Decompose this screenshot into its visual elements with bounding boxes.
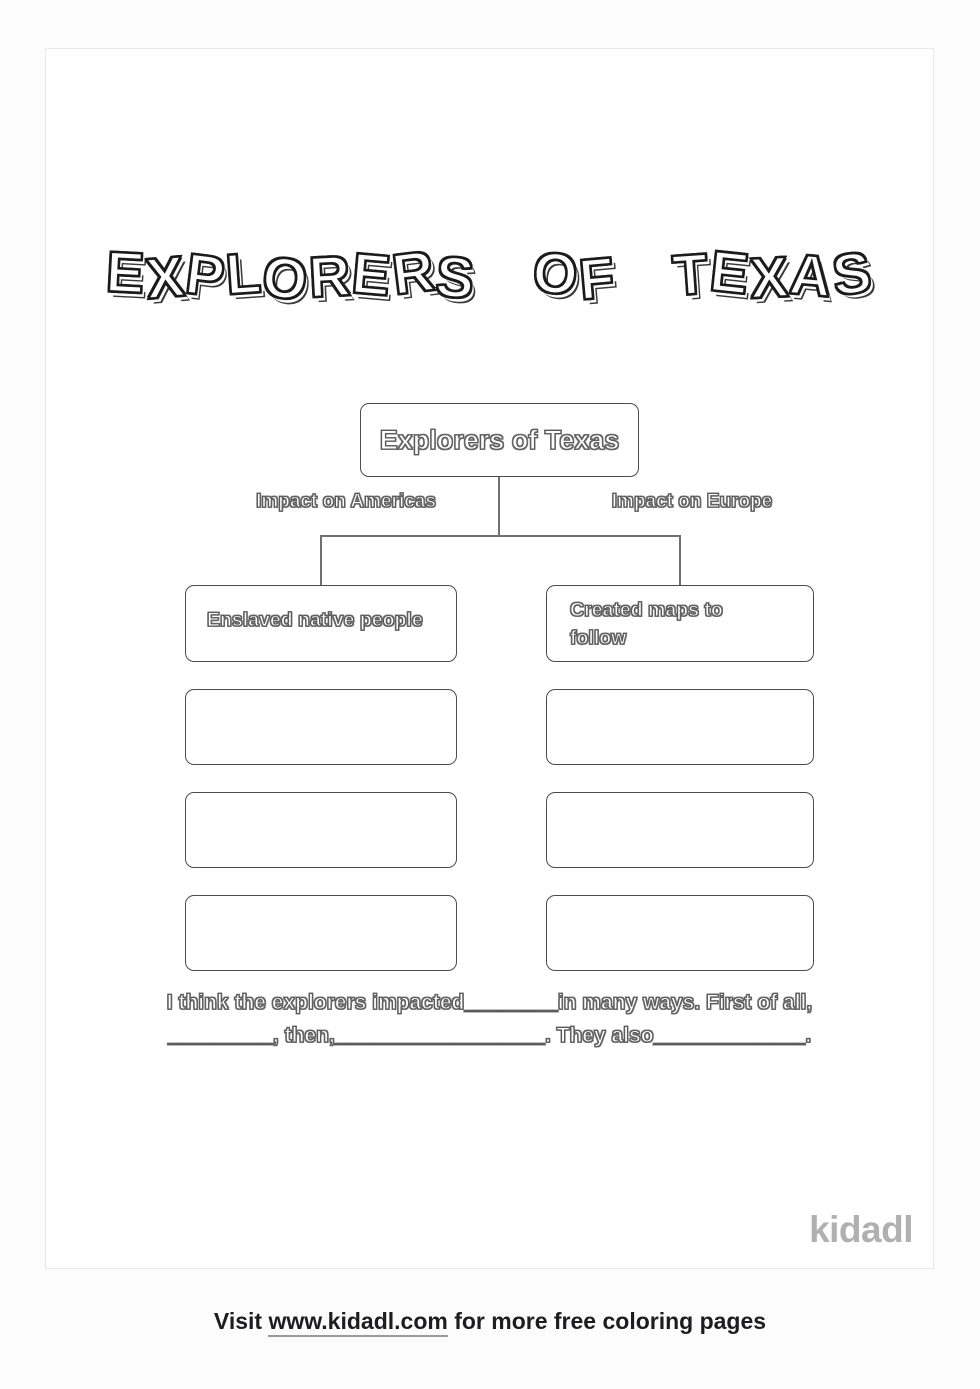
europe-box-4-empty xyxy=(546,895,814,971)
connector-line-left xyxy=(320,535,322,586)
root-box xyxy=(360,403,639,477)
footer xyxy=(0,1308,980,1335)
americas-box-3-empty xyxy=(185,792,457,868)
branch-label-americas: Impact on Americas xyxy=(256,491,436,512)
americas-box-4-empty xyxy=(185,895,457,971)
americas-box-1-label: Enslaved native people xyxy=(207,609,423,631)
footer-prefix: Visit xyxy=(213,1308,269,1334)
root-box-label: Explorers of Texas xyxy=(379,424,620,455)
europe-box-1-label: Created maps to follow xyxy=(570,599,723,649)
europe-box-1 xyxy=(546,585,814,662)
europe-box-2-empty xyxy=(546,689,814,765)
footer-suffix: for more free coloring pages xyxy=(447,1308,767,1334)
worksheet-page xyxy=(45,48,934,1269)
europe-box-3-empty xyxy=(546,792,814,868)
sentence-line-2: _________, then,__________________. They also_____________. xyxy=(167,1023,812,1047)
connector-line-right xyxy=(679,535,681,587)
fill-in-sentence xyxy=(46,987,933,1052)
branch-label-europe: Impact on Europe xyxy=(611,491,773,512)
americas-box-1 xyxy=(185,585,457,662)
connector-line-horizontal xyxy=(320,535,680,537)
kidadl-logo: kidadl xyxy=(809,1209,913,1250)
sentence-line-1: I think the explorers impacted________in many ways. First of all, xyxy=(166,991,813,1014)
kidadl-link[interactable]: www.kidadl.com xyxy=(268,1308,447,1337)
worksheet-title: EXPLORERS OF TEXAS xyxy=(104,238,877,314)
americas-box-2-empty xyxy=(185,689,457,765)
connector-line-root xyxy=(498,477,500,535)
